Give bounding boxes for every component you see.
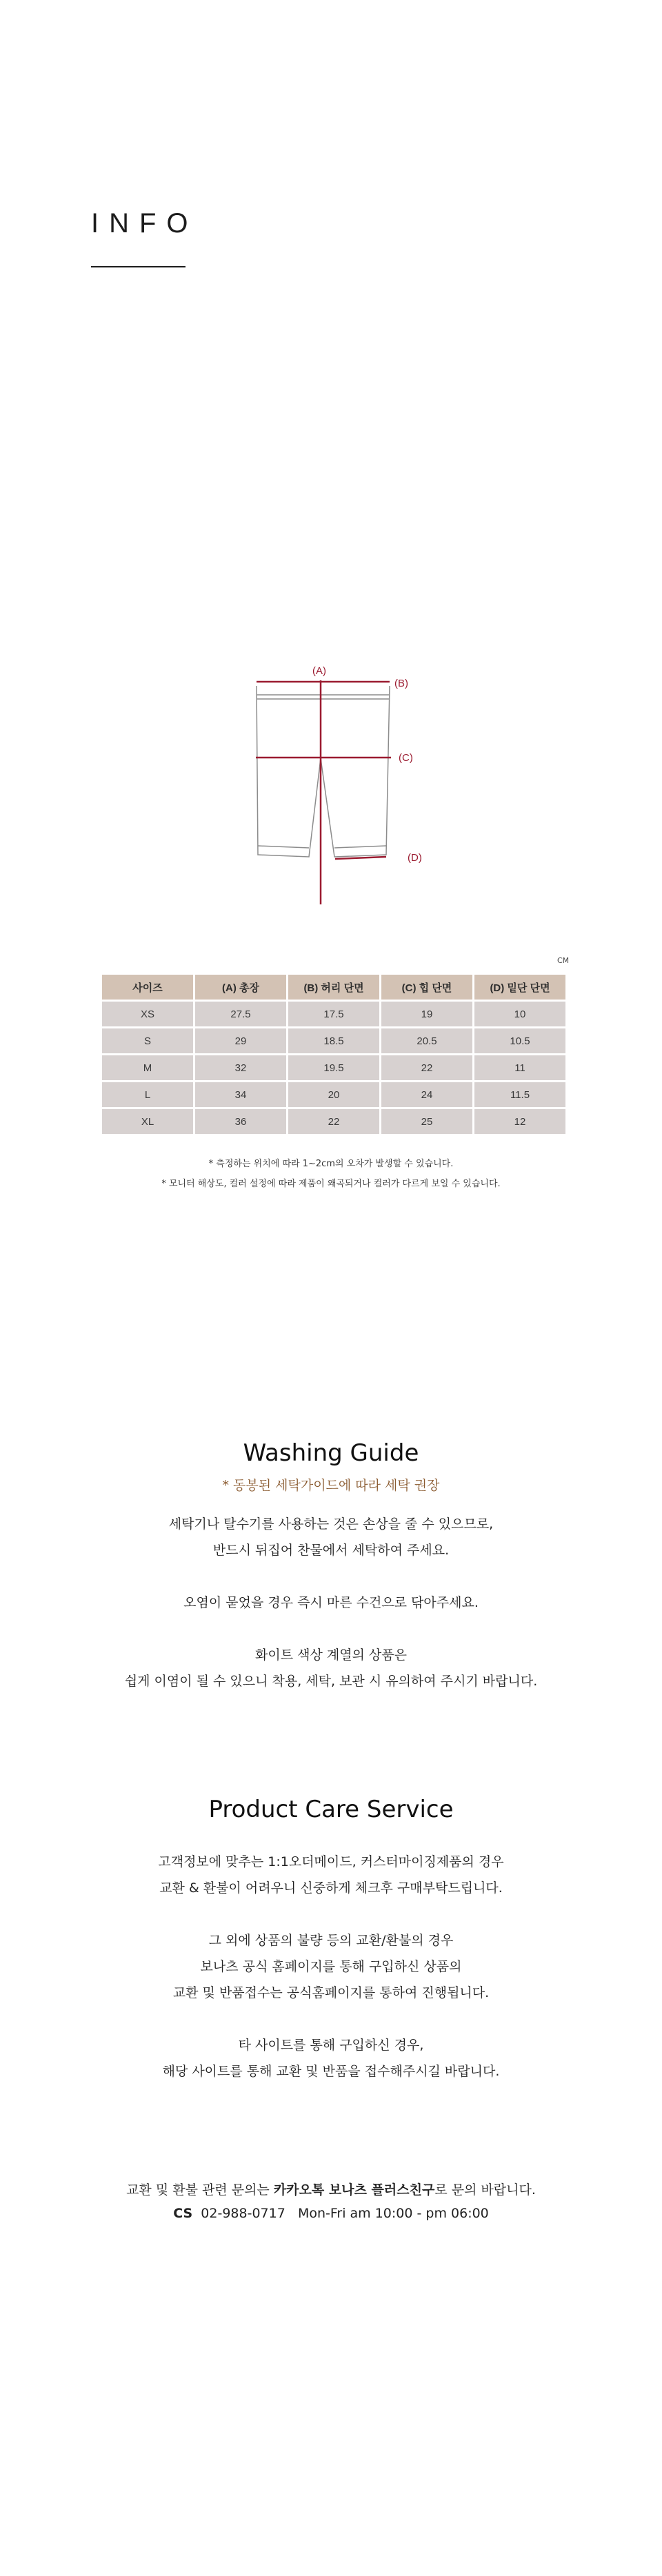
washing-line: 반드시 뒤집어 찬물에서 세탁하여 주세요.: [212, 1543, 450, 1558]
table-cell: 32: [195, 1055, 286, 1080]
table-cell: 19: [381, 1002, 472, 1026]
washing-line: 오염이 묻었을 경우 즉시 마른 수건으로 닦아주세요.: [183, 1595, 479, 1610]
header-waist: (B) 허리 단면: [288, 975, 379, 1000]
table-row: [102, 1109, 565, 1134]
header-total-length: (A) 총장: [195, 975, 286, 1000]
label-c: (C): [399, 752, 413, 764]
table-cell: 10: [474, 1002, 565, 1026]
table-cell: 12: [474, 1109, 565, 1134]
contact-suffix: 로 문의 바랍니다.: [434, 2182, 536, 2198]
header-size: 사이즈: [102, 975, 193, 1000]
table-cell: 27.5: [195, 1002, 286, 1026]
table-cell: 18.5: [288, 1028, 379, 1053]
table-row: [102, 1002, 565, 1026]
product-care-title: Product Care Service: [208, 1796, 454, 1823]
size-table: [100, 973, 568, 1136]
table-row: [102, 1082, 565, 1107]
info-divider: [91, 266, 185, 267]
table-cell: 17.5: [288, 1002, 379, 1026]
table-cell: 22: [381, 1055, 472, 1080]
table-cell: S: [102, 1028, 193, 1053]
info-title: INFO: [91, 208, 199, 239]
table-cell: 29: [195, 1028, 286, 1053]
table-cell: 10.5: [474, 1028, 565, 1053]
label-b: (B): [394, 678, 408, 689]
cs-phone: 02-988-0717: [201, 2206, 285, 2221]
cs-hours: Mon-Fri am 10:00 - pm 06:00: [297, 2206, 489, 2221]
kakao-channel-name: 카카오톡 보나츠 플러스친구: [273, 2182, 435, 2198]
care-line: 보나츠 공식 홈페이지를 통해 구입하신 상품의: [200, 1959, 462, 1974]
table-cell: 36: [195, 1109, 286, 1134]
table-cell: 25: [381, 1109, 472, 1134]
shorts-diagram: [0, 648, 662, 910]
care-line: 그 외에 상품의 불량 등의 교환/환불의 경우: [208, 1933, 454, 1948]
table-cell: 22: [288, 1109, 379, 1134]
washing-guide-title: Washing Guide: [243, 1439, 419, 1467]
care-line: 고객정보에 맞추는 1:1오더메이드, 커스터마이징제품의 경우: [158, 1854, 504, 1869]
unit-label: CM: [557, 956, 570, 965]
washing-line: 화이트 색상 계열의 상품은: [254, 1647, 407, 1663]
table-cell: 19.5: [288, 1055, 379, 1080]
header-hip: (C) 힙 단면: [381, 975, 472, 1000]
monitor-note: * 모니터 해상도, 컬러 설정에 따라 제품이 왜곡되거나 컬러가 다르게 보일 수 있습니다.: [161, 1179, 501, 1189]
care-line: 교환 및 반품접수는 공식홈페이지를 통하여 진행됩니다.: [172, 1985, 490, 2000]
table-cell: L: [102, 1082, 193, 1107]
table-cell: 11: [474, 1055, 565, 1080]
measurement-note: * 측정하는 위치에 따라 1~2cm의 오차가 발생할 수 있습니다.: [208, 1159, 454, 1169]
table-cell: 24: [381, 1082, 472, 1107]
table-cell: 20.5: [381, 1028, 472, 1053]
table-cell: XL: [102, 1109, 193, 1134]
cs-line: [0, 2206, 662, 2221]
measure-line-d: [335, 857, 386, 859]
table-cell: 11.5: [474, 1082, 565, 1107]
care-line: 해당 사이트를 통해 교환 및 반품을 접수해주시길 바랍니다.: [162, 2064, 500, 2079]
care-line: 타 사이트를 통해 구입하신 경우,: [238, 2038, 424, 2053]
label-d: (D): [408, 852, 422, 864]
label-a: (A): [312, 665, 326, 677]
care-line: 교환 & 환불이 어려우니 신중하게 체크후 구매부탁드립니다.: [159, 1880, 503, 1896]
washing-line: 세탁기나 탈수기를 사용하는 것은 손상을 줄 수 있으므로,: [168, 1517, 494, 1532]
shorts-outline: [257, 686, 390, 857]
header-hem: (D) 밑단 단면: [474, 975, 565, 1000]
contact-prefix: 교환 및 환불 관련 문의는: [126, 2182, 274, 2198]
table-cell: 34: [195, 1082, 286, 1107]
table-header-row: [102, 975, 565, 1000]
table-cell: M: [102, 1055, 193, 1080]
table-row: [102, 1028, 565, 1053]
contact-line: [0, 2180, 662, 2198]
table-cell: 20: [288, 1082, 379, 1107]
cs-label: CS: [173, 2206, 193, 2221]
table-cell: XS: [102, 1002, 193, 1026]
washing-line: 쉽게 이염이 될 수 있으니 착용, 세탁, 보관 시 유의하여 주시기 바랍니다.: [124, 1674, 538, 1689]
table-row: [102, 1055, 565, 1080]
washing-guide-subtitle: * 동봉된 세탁가이드에 따라 세탁 권장: [222, 1478, 440, 1493]
